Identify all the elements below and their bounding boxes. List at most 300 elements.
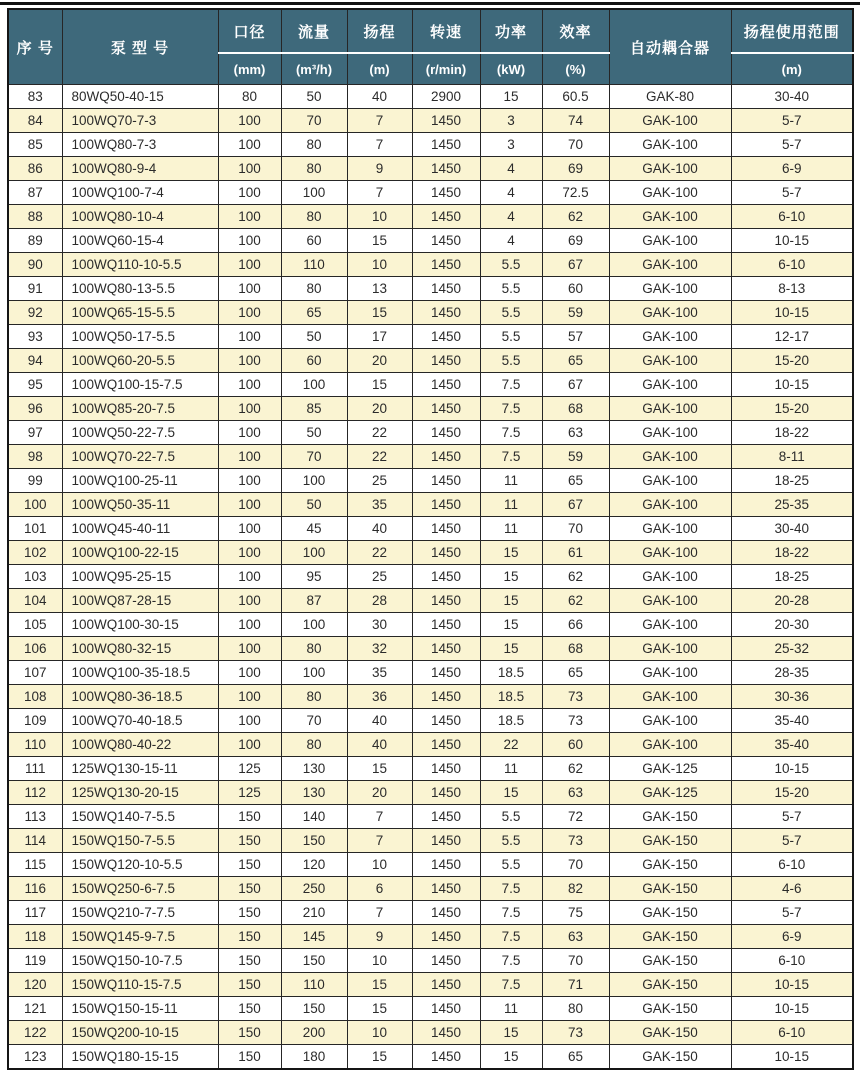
cell-coupling: GAK-150: [609, 805, 731, 829]
cell-speed: 1450: [412, 469, 480, 493]
cell-power: 11: [480, 469, 542, 493]
cell-head: 13: [347, 277, 412, 301]
cell-efficiency: 70: [542, 853, 609, 877]
cell-power: 11: [480, 517, 542, 541]
cell-diameter: 150: [218, 901, 281, 925]
cell-head-range: 6-9: [731, 157, 853, 181]
cell-head: 15: [347, 997, 412, 1021]
cell-diameter: 100: [218, 493, 281, 517]
cell-flow: 130: [281, 781, 347, 805]
cell-efficiency: 70: [542, 133, 609, 157]
cell-model: 100WQ70-22-7.5: [62, 445, 218, 469]
cell-diameter: 100: [218, 301, 281, 325]
cell-power: 7.5: [480, 445, 542, 469]
cell-serial: 115: [8, 853, 62, 877]
cell-model: 100WQ60-20-5.5: [62, 349, 218, 373]
cell-efficiency: 63: [542, 781, 609, 805]
cell-model: 150WQ180-15-15: [62, 1045, 218, 1070]
cell-serial: 117: [8, 901, 62, 925]
cell-efficiency: 75: [542, 901, 609, 925]
cell-power: 11: [480, 757, 542, 781]
cell-head: 22: [347, 445, 412, 469]
cell-head-range: 30-36: [731, 685, 853, 709]
cell-efficiency: 65: [542, 1045, 609, 1070]
cell-power: 4: [480, 157, 542, 181]
cell-flow: 80: [281, 157, 347, 181]
cell-flow: 50: [281, 421, 347, 445]
col-header-flow: 流量: [281, 9, 347, 53]
cell-serial: 83: [8, 85, 62, 109]
cell-power: 7.5: [480, 373, 542, 397]
cell-head-range: 5-7: [731, 133, 853, 157]
table-row: [8, 853, 853, 877]
table-row: [8, 589, 853, 613]
cell-diameter: 100: [218, 181, 281, 205]
cell-head-range: 35-40: [731, 709, 853, 733]
cell-speed: 1450: [412, 637, 480, 661]
cell-power: 18.5: [480, 685, 542, 709]
cell-diameter: 100: [218, 421, 281, 445]
cell-efficiency: 63: [542, 925, 609, 949]
cell-serial: 85: [8, 133, 62, 157]
cell-head: 10: [347, 853, 412, 877]
table-row: [8, 133, 853, 157]
cell-flow: 50: [281, 85, 347, 109]
cell-diameter: 100: [218, 109, 281, 133]
cell-coupling: GAK-150: [609, 973, 731, 997]
cell-head-range: 4-6: [731, 877, 853, 901]
cell-diameter: 100: [218, 661, 281, 685]
cell-coupling: GAK-150: [609, 829, 731, 853]
col-unit-speed: (r/min): [412, 53, 480, 85]
cell-diameter: 100: [218, 709, 281, 733]
cell-serial: 109: [8, 709, 62, 733]
cell-power: 5.5: [480, 253, 542, 277]
cell-power: 7.5: [480, 949, 542, 973]
table-row: [8, 181, 853, 205]
cell-diameter: 100: [218, 397, 281, 421]
cell-flow: 200: [281, 1021, 347, 1045]
cell-diameter: 80: [218, 85, 281, 109]
cell-speed: 1450: [412, 229, 480, 253]
cell-power: 4: [480, 205, 542, 229]
cell-serial: 93: [8, 325, 62, 349]
cell-head-range: 6-9: [731, 925, 853, 949]
cell-model: 125WQ130-15-11: [62, 757, 218, 781]
cell-speed: 1450: [412, 901, 480, 925]
table-row: [8, 109, 853, 133]
cell-head-range: 28-35: [731, 661, 853, 685]
cell-model: 100WQ80-32-15: [62, 637, 218, 661]
cell-coupling: GAK-150: [609, 997, 731, 1021]
cell-efficiency: 61: [542, 541, 609, 565]
cell-head-range: 8-13: [731, 277, 853, 301]
cell-coupling: GAK-100: [609, 733, 731, 757]
cell-head-range: 18-25: [731, 469, 853, 493]
cell-efficiency: 59: [542, 445, 609, 469]
cell-flow: 65: [281, 301, 347, 325]
cell-speed: 1450: [412, 541, 480, 565]
cell-head-range: 15-20: [731, 349, 853, 373]
cell-model: 100WQ80-13-5.5: [62, 277, 218, 301]
cell-head: 10: [347, 1021, 412, 1045]
cell-coupling: GAK-100: [609, 709, 731, 733]
cell-coupling: GAK-100: [609, 565, 731, 589]
cell-speed: 1450: [412, 829, 480, 853]
cell-efficiency: 67: [542, 493, 609, 517]
cell-speed: 1450: [412, 109, 480, 133]
cell-model: 150WQ210-7-7.5: [62, 901, 218, 925]
cell-flow: 70: [281, 709, 347, 733]
cell-coupling: GAK-150: [609, 949, 731, 973]
cell-diameter: 100: [218, 541, 281, 565]
cell-model: 100WQ80-10-4: [62, 205, 218, 229]
cell-head-range: 12-17: [731, 325, 853, 349]
table-row: [8, 565, 853, 589]
cell-head: 35: [347, 493, 412, 517]
cell-serial: 114: [8, 829, 62, 853]
cell-power: 15: [480, 565, 542, 589]
cell-power: 15: [480, 541, 542, 565]
cell-serial: 120: [8, 973, 62, 997]
cell-coupling: GAK-100: [609, 493, 731, 517]
cell-efficiency: 68: [542, 397, 609, 421]
table-row: [8, 85, 853, 109]
cell-diameter: 100: [218, 229, 281, 253]
cell-speed: 1450: [412, 877, 480, 901]
cell-coupling: GAK-100: [609, 325, 731, 349]
cell-power: 7.5: [480, 901, 542, 925]
cell-model: 100WQ100-7-4: [62, 181, 218, 205]
table-row: [8, 373, 853, 397]
cell-flow: 100: [281, 181, 347, 205]
cell-serial: 112: [8, 781, 62, 805]
cell-diameter: 100: [218, 373, 281, 397]
cell-model: 150WQ150-7-5.5: [62, 829, 218, 853]
cell-model: 100WQ100-15-7.5: [62, 373, 218, 397]
cell-head: 9: [347, 157, 412, 181]
cell-flow: 100: [281, 661, 347, 685]
cell-diameter: 150: [218, 829, 281, 853]
cell-serial: 106: [8, 637, 62, 661]
cell-model: 150WQ150-15-11: [62, 997, 218, 1021]
cell-coupling: GAK-100: [609, 661, 731, 685]
cell-head: 7: [347, 133, 412, 157]
cell-serial: 98: [8, 445, 62, 469]
cell-head: 15: [347, 757, 412, 781]
cell-power: 7.5: [480, 877, 542, 901]
cell-speed: 1450: [412, 421, 480, 445]
cell-coupling: GAK-125: [609, 757, 731, 781]
cell-head: 15: [347, 229, 412, 253]
cell-head: 7: [347, 109, 412, 133]
table-row: [8, 469, 853, 493]
cell-speed: 1450: [412, 397, 480, 421]
cell-flow: 120: [281, 853, 347, 877]
cell-coupling: GAK-100: [609, 301, 731, 325]
table-row: [8, 205, 853, 229]
cell-serial: 94: [8, 349, 62, 373]
cell-head-range: 30-40: [731, 85, 853, 109]
cell-efficiency: 62: [542, 205, 609, 229]
cell-power: 11: [480, 493, 542, 517]
cell-power: 15: [480, 637, 542, 661]
cell-flow: 50: [281, 325, 347, 349]
cell-head-range: 10-15: [731, 1045, 853, 1070]
cell-speed: 1450: [412, 565, 480, 589]
cell-model: 150WQ150-10-7.5: [62, 949, 218, 973]
cell-head: 7: [347, 829, 412, 853]
table-row: [8, 1021, 853, 1045]
cell-power: 5.5: [480, 277, 542, 301]
cell-efficiency: 70: [542, 949, 609, 973]
cell-flow: 70: [281, 445, 347, 469]
cell-head: 9: [347, 925, 412, 949]
cell-serial: 108: [8, 685, 62, 709]
cell-head-range: 20-30: [731, 613, 853, 637]
cell-head-range: 10-15: [731, 229, 853, 253]
cell-speed: 1450: [412, 805, 480, 829]
cell-diameter: 125: [218, 757, 281, 781]
cell-efficiency: 80: [542, 997, 609, 1021]
cell-speed: 1450: [412, 685, 480, 709]
table-row: [8, 157, 853, 181]
cell-power: 11: [480, 997, 542, 1021]
cell-head-range: 18-22: [731, 541, 853, 565]
cell-head: 20: [347, 397, 412, 421]
pump-table-wrap: [7, 8, 854, 1070]
cell-coupling: GAK-80: [609, 85, 731, 109]
cell-speed: 1450: [412, 277, 480, 301]
cell-head: 32: [347, 637, 412, 661]
table-row: [8, 709, 853, 733]
cell-flow: 80: [281, 133, 347, 157]
cell-model: 100WQ50-22-7.5: [62, 421, 218, 445]
cell-coupling: GAK-100: [609, 205, 731, 229]
col-unit-head-range: (m): [731, 53, 853, 85]
cell-head-range: 10-15: [731, 373, 853, 397]
cell-serial: 87: [8, 181, 62, 205]
cell-model: 100WQ100-35-18.5: [62, 661, 218, 685]
cell-model: 100WQ65-15-5.5: [62, 301, 218, 325]
cell-efficiency: 59: [542, 301, 609, 325]
cell-model: 100WQ100-22-15: [62, 541, 218, 565]
col-header-model: 泵 型 号: [62, 9, 218, 85]
col-header-coupling: 自动耦合器: [609, 9, 731, 85]
table-row: [8, 397, 853, 421]
table-row: [8, 925, 853, 949]
cell-diameter: 100: [218, 469, 281, 493]
cell-power: 18.5: [480, 709, 542, 733]
cell-flow: 140: [281, 805, 347, 829]
cell-efficiency: 65: [542, 349, 609, 373]
top-rule: [0, 2, 860, 5]
cell-speed: 1450: [412, 613, 480, 637]
cell-serial: 104: [8, 589, 62, 613]
cell-efficiency: 66: [542, 613, 609, 637]
cell-coupling: GAK-150: [609, 877, 731, 901]
cell-speed: 1450: [412, 157, 480, 181]
cell-diameter: 100: [218, 733, 281, 757]
cell-head: 10: [347, 949, 412, 973]
cell-flow: 50: [281, 493, 347, 517]
cell-model: 100WQ60-15-4: [62, 229, 218, 253]
cell-efficiency: 65: [542, 469, 609, 493]
cell-diameter: 125: [218, 781, 281, 805]
col-unit-diameter: (mm): [218, 53, 281, 85]
cell-flow: 45: [281, 517, 347, 541]
cell-diameter: 100: [218, 157, 281, 181]
cell-efficiency: 74: [542, 109, 609, 133]
cell-serial: 86: [8, 157, 62, 181]
cell-flow: 80: [281, 205, 347, 229]
cell-diameter: 100: [218, 325, 281, 349]
cell-coupling: GAK-150: [609, 1021, 731, 1045]
cell-head: 20: [347, 781, 412, 805]
cell-diameter: 100: [218, 277, 281, 301]
cell-efficiency: 60: [542, 733, 609, 757]
table-row: [8, 949, 853, 973]
table-row: [8, 493, 853, 517]
cell-diameter: 100: [218, 253, 281, 277]
table-row: [8, 781, 853, 805]
cell-diameter: 100: [218, 133, 281, 157]
cell-efficiency: 71: [542, 973, 609, 997]
cell-coupling: GAK-100: [609, 253, 731, 277]
cell-serial: 96: [8, 397, 62, 421]
cell-speed: 1450: [412, 1045, 480, 1070]
cell-model: 100WQ110-10-5.5: [62, 253, 218, 277]
cell-serial: 113: [8, 805, 62, 829]
cell-head: 22: [347, 541, 412, 565]
cell-flow: 95: [281, 565, 347, 589]
col-header-serial: 序 号: [8, 9, 62, 85]
cell-efficiency: 67: [542, 373, 609, 397]
cell-model: 100WQ80-36-18.5: [62, 685, 218, 709]
table-row: [8, 901, 853, 925]
cell-power: 15: [480, 781, 542, 805]
cell-serial: 118: [8, 925, 62, 949]
cell-head: 6: [347, 877, 412, 901]
cell-head-range: 10-15: [731, 757, 853, 781]
cell-model: 100WQ50-17-5.5: [62, 325, 218, 349]
cell-coupling: GAK-100: [609, 541, 731, 565]
cell-efficiency: 69: [542, 229, 609, 253]
cell-model: 80WQ50-40-15: [62, 85, 218, 109]
cell-efficiency: 57: [542, 325, 609, 349]
cell-head-range: 20-28: [731, 589, 853, 613]
cell-coupling: GAK-100: [609, 181, 731, 205]
table-header: [8, 9, 853, 85]
cell-serial: 90: [8, 253, 62, 277]
cell-speed: 1450: [412, 757, 480, 781]
cell-speed: 1450: [412, 301, 480, 325]
cell-power: 22: [480, 733, 542, 757]
cell-speed: 1450: [412, 853, 480, 877]
table-body: [8, 85, 853, 1070]
cell-diameter: 150: [218, 973, 281, 997]
cell-speed: 1450: [412, 445, 480, 469]
cell-head-range: 6-10: [731, 1021, 853, 1045]
cell-diameter: 100: [218, 349, 281, 373]
cell-serial: 105: [8, 613, 62, 637]
cell-flow: 80: [281, 733, 347, 757]
cell-head: 15: [347, 1045, 412, 1070]
col-header-head-range: 扬程使用范围: [731, 9, 853, 53]
cell-speed: 1450: [412, 133, 480, 157]
cell-flow: 150: [281, 949, 347, 973]
cell-power: 5.5: [480, 805, 542, 829]
cell-speed: 1450: [412, 589, 480, 613]
table-row: [8, 229, 853, 253]
cell-coupling: GAK-100: [609, 445, 731, 469]
cell-speed: 1450: [412, 181, 480, 205]
cell-coupling: GAK-100: [609, 685, 731, 709]
cell-speed: 1450: [412, 661, 480, 685]
cell-coupling: GAK-100: [609, 109, 731, 133]
cell-coupling: GAK-100: [609, 229, 731, 253]
cell-coupling: GAK-100: [609, 421, 731, 445]
cell-head-range: 10-15: [731, 997, 853, 1021]
cell-power: 5.5: [480, 301, 542, 325]
cell-efficiency: 69: [542, 157, 609, 181]
table-row: [8, 997, 853, 1021]
cell-power: 3: [480, 133, 542, 157]
cell-head-range: 5-7: [731, 109, 853, 133]
cell-model: 100WQ100-30-15: [62, 613, 218, 637]
cell-speed: 1450: [412, 493, 480, 517]
cell-head-range: 15-20: [731, 781, 853, 805]
cell-efficiency: 68: [542, 637, 609, 661]
cell-head: 15: [347, 301, 412, 325]
cell-model: 125WQ130-20-15: [62, 781, 218, 805]
cell-speed: 1450: [412, 373, 480, 397]
cell-efficiency: 65: [542, 661, 609, 685]
cell-model: 150WQ110-15-7.5: [62, 973, 218, 997]
cell-head-range: 18-22: [731, 421, 853, 445]
cell-diameter: 100: [218, 565, 281, 589]
table-row: [8, 757, 853, 781]
cell-power: 15: [480, 85, 542, 109]
cell-serial: 92: [8, 301, 62, 325]
cell-serial: 103: [8, 565, 62, 589]
cell-power: 5.5: [480, 325, 542, 349]
cell-efficiency: 82: [542, 877, 609, 901]
cell-serial: 116: [8, 877, 62, 901]
cell-efficiency: 60.5: [542, 85, 609, 109]
cell-serial: 121: [8, 997, 62, 1021]
table-row: [8, 253, 853, 277]
cell-model: 150WQ140-7-5.5: [62, 805, 218, 829]
cell-flow: 80: [281, 685, 347, 709]
cell-head-range: 5-7: [731, 829, 853, 853]
cell-model: 100WQ70-40-18.5: [62, 709, 218, 733]
cell-head-range: 35-40: [731, 733, 853, 757]
cell-efficiency: 62: [542, 565, 609, 589]
cell-speed: 1450: [412, 349, 480, 373]
cell-flow: 110: [281, 973, 347, 997]
cell-diameter: 150: [218, 1021, 281, 1045]
cell-model: 100WQ80-40-22: [62, 733, 218, 757]
cell-coupling: GAK-150: [609, 901, 731, 925]
cell-head: 36: [347, 685, 412, 709]
cell-efficiency: 62: [542, 757, 609, 781]
table-row: [8, 349, 853, 373]
cell-flow: 70: [281, 109, 347, 133]
cell-serial: 88: [8, 205, 62, 229]
cell-head: 40: [347, 85, 412, 109]
table-row: [8, 637, 853, 661]
